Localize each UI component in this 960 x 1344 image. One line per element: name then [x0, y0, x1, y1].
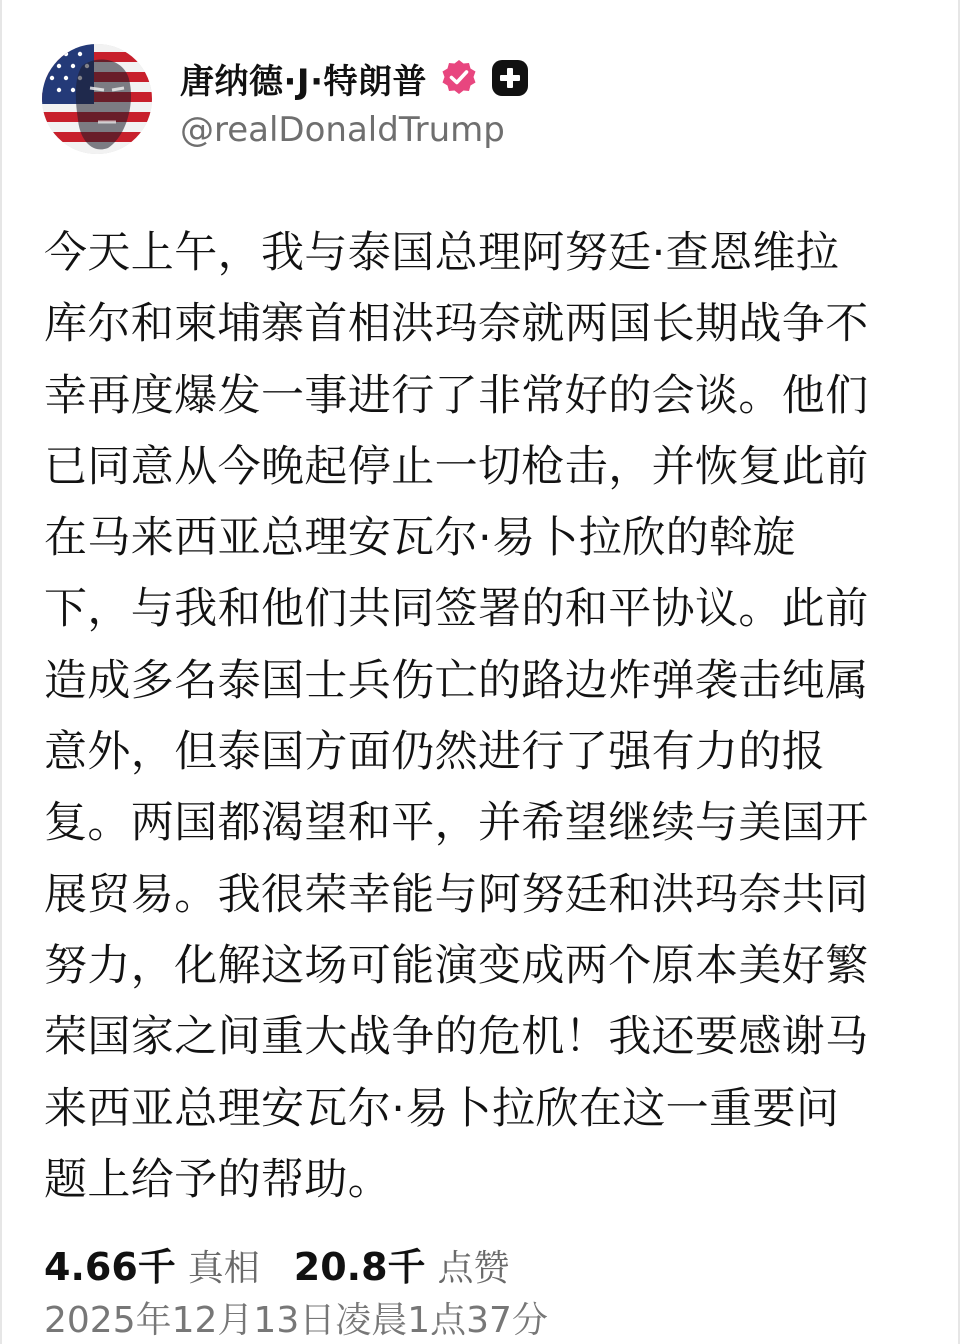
post-timestamp[interactable]: 2025年12月13日凌晨1点37分	[44, 1300, 548, 1341]
author-display-name[interactable]: 唐纳德·J·特朗普	[180, 61, 427, 102]
post-stats	[44, 1236, 510, 1288]
likes-count: 20.8千	[293, 1245, 426, 1289]
likes-stat[interactable]	[294, 1236, 510, 1291]
post-body-line: 荣国家之间重大战争的危机！我还要感谢马	[44, 1012, 869, 1063]
post-body-line: 在马来西亚总理安瓦尔·易卜拉欣的斡旋	[44, 513, 796, 564]
post-body-line: 今天上午，我与泰国总理阿努廷·查恩维拉	[44, 228, 840, 278]
likes-label: 点赞	[437, 1248, 510, 1289]
post-body-line: 努力，化解这场可能演变成两个原本美好繁	[44, 940, 869, 991]
avatar-flag-portrait-icon	[42, 44, 152, 154]
post-body-line: 题上给予的帮助。	[44, 1154, 392, 1205]
post-body-line: 已同意从今晚起停止一切枪击，并恢复此前	[44, 441, 869, 492]
post-body	[44, 218, 924, 1216]
post-body-line: 复。两国都渴望和平，并希望继续与美国开	[44, 798, 869, 849]
truths-label: 真相	[187, 1248, 260, 1289]
post-body-line: 来西亚总理安瓦尔·易卜拉欣在这一重要问	[44, 1083, 840, 1134]
author-name-row	[180, 56, 529, 100]
post-body-line: 幸再度爆发一事进行了非常好的会谈。他们	[44, 370, 869, 421]
post-header	[42, 44, 922, 156]
post-body-line: 意外，但泰国方面仍然进行了强有力的报	[44, 727, 826, 778]
truths-stat[interactable]	[44, 1236, 260, 1291]
truths-count: 4.66千	[44, 1245, 176, 1289]
verified-badge-icon	[439, 58, 479, 98]
post-body-line: 造成多名泰国士兵伤亡的路边炸弹袭击纯属	[44, 655, 869, 706]
post-body-line: 下，与我和他们共同签署的和平协议。此前	[44, 584, 869, 635]
author-handle[interactable]: @realDonaldTrump	[180, 110, 505, 150]
plus-badge-icon	[491, 59, 529, 97]
post-body-line: 展贸易。我很荣幸能与阿努廷和洪玛奈共同	[44, 869, 869, 920]
post-body-line: 库尔和柬埔寨首相洪玛奈就两国长期战争不	[44, 299, 869, 350]
avatar[interactable]	[42, 44, 152, 154]
